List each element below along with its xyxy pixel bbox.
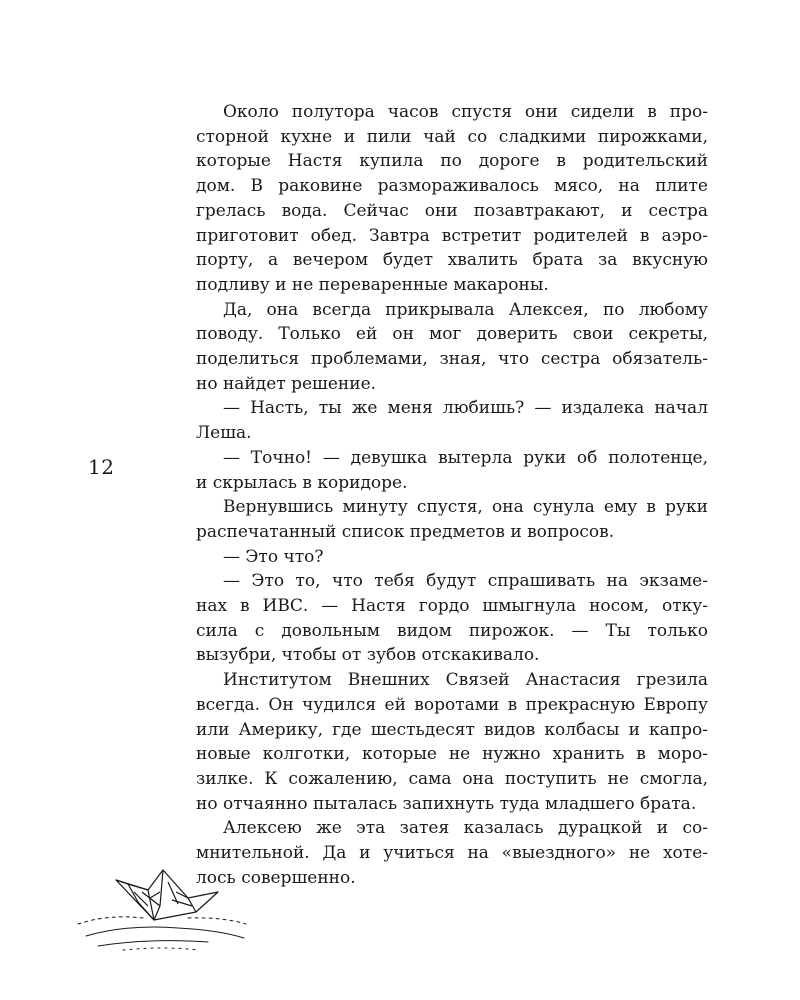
text-line: поделиться проблемами, зная, что сестра обязатель-	[196, 349, 708, 370]
text-line: и скрылась в коридоре.	[196, 472, 408, 493]
text-line: мнительной. Да и учиться на «выездного» не хоте-	[196, 843, 708, 864]
paragraph	[196, 545, 708, 570]
paragraph	[196, 298, 708, 397]
text-line: нах в ИВС. — Настя гордо шмыгнула носом, отку-	[196, 596, 708, 617]
page-number: 12	[88, 455, 115, 479]
text-line: Вернувшись минуту спустя, она сунула ему в руки	[223, 497, 708, 518]
text-line: новые колготки, которые не нужно хранить в моро-	[196, 744, 708, 765]
text-line: приготовит обед. Завтра встретит родителей в аэро-	[196, 225, 708, 246]
text-line: лось совершенно.	[196, 867, 356, 888]
paragraph	[196, 569, 708, 668]
paragraph	[196, 446, 708, 495]
text-line: — Это то, что тебя будут спрашивать на экзаме-	[223, 571, 708, 592]
text-line: грелась вода. Сейчас они позавтракают, и сестра	[196, 200, 708, 221]
text-line: — Насть, ты же меня любишь? — издалека начал	[223, 398, 708, 419]
text-line: Леша.	[196, 423, 252, 444]
text-line: но отчаянно пыталась запихнуть туда младшего брата.	[196, 793, 697, 814]
body-text	[196, 100, 708, 891]
text-line: или Америку, где шестьдесят видов колбасы и капро-	[196, 719, 708, 740]
text-line: порту, а вечером будет хвалить брата за вкусную	[196, 250, 708, 271]
text-line: которые Настя купила по дороге в родительский	[196, 151, 708, 172]
text-line: сторной кухне и пили чай со сладкими пирожками,	[196, 126, 708, 147]
paragraph	[196, 100, 708, 298]
text-line: сила с довольным видом пирожок. — Ты только	[196, 620, 708, 641]
paper-boat-illustration	[68, 862, 258, 952]
paragraph	[196, 396, 708, 445]
text-line: поводу. Только ей он мог доверить свои секреты,	[196, 324, 708, 345]
text-line: Институтом Внешних Связей Анастасия грезила	[223, 670, 708, 691]
text-line: подливу и не переваренные макароны.	[196, 274, 549, 295]
text-line: Около полутора часов спустя они сидели в про-	[223, 102, 708, 122]
text-line: Алексею же эта затея казалась дурацкой и со-	[223, 818, 708, 839]
text-line: Да, она всегда прикрывала Алексея, по любому	[223, 299, 708, 320]
text-line: но найдет решение.	[196, 373, 377, 394]
text-line: — Точно! — девушка вытерла руки об полотенце,	[223, 447, 708, 468]
text-line: дом. В раковине размораживалось мясо, на плите	[196, 176, 708, 197]
paragraph	[196, 668, 708, 816]
text-line: вызубри, чтобы от зубов отскакивало.	[196, 645, 540, 666]
paragraph	[196, 816, 708, 890]
paragraph	[196, 495, 708, 544]
text-line: зилке. К сожалению, сама она поступить не смогла,	[196, 768, 708, 789]
text-line: всегда. Он чудился ей воротами в прекрасную Европу	[196, 694, 708, 715]
text-line: распечатанный список предметов и вопросов.	[196, 521, 615, 542]
text-line: — Это что?	[223, 546, 324, 567]
